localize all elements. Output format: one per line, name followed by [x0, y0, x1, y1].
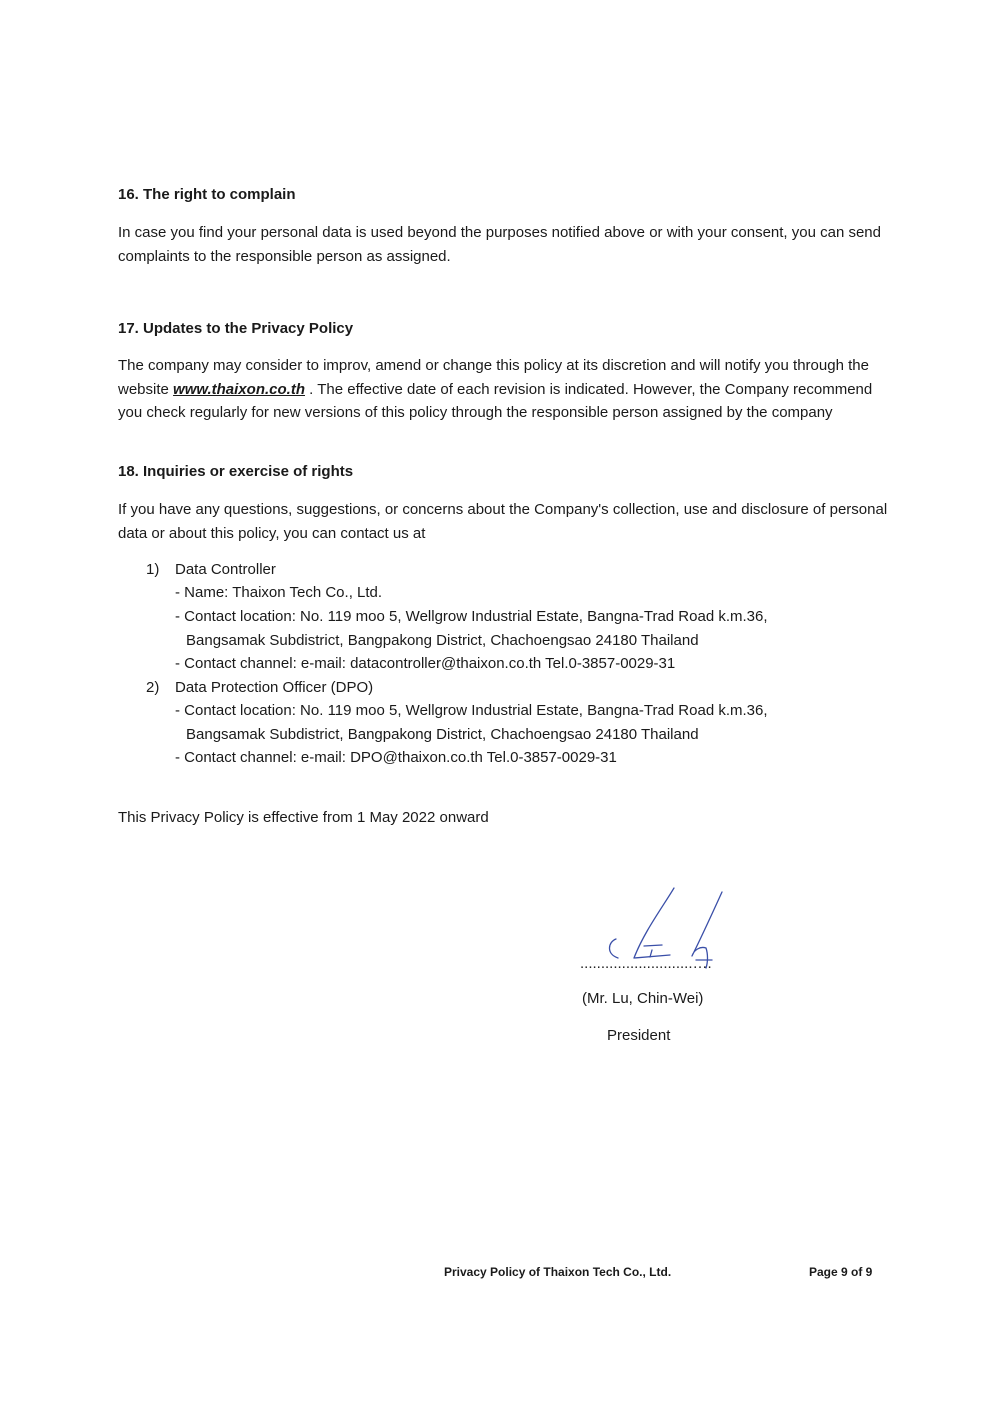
signatory-name: (Mr. Lu, Chin-Wei): [582, 990, 704, 1007]
website-link[interactable]: www.thaixon.co.th: [173, 380, 305, 398]
section-17-heading: 17. Updates to the Privacy Policy: [118, 320, 354, 337]
section-17-body-end: . The effective date of each revision is indicated. However, the Company recommend you check regularly for new versions of this policy through the responsible person assigned by the company: [118, 380, 873, 421]
dpo-location-cont: Bangsamak Subdistrict, Bangpakong District, Chachoengsao 24180 Thailand: [186, 726, 699, 743]
section-18-heading: 18. Inquiries or exercise of rights: [118, 463, 354, 480]
effective-date-statement: This Privacy Policy is effective from 1 May 2022 onward: [118, 809, 489, 826]
signature-line: ...........................….: [580, 955, 712, 972]
list-number: 2): [146, 679, 160, 696]
section-17-body: [118, 354, 888, 425]
section-16-heading: 16. The right to complain: [118, 186, 296, 203]
data-controller-location: - Contact location: No. 119 moo 5, Wellgrow Industrial Estate, Bangna-Trad Road k.m.36,: [175, 608, 768, 625]
signatory-title: President: [607, 1027, 671, 1044]
section-18-body: If you have any questions, suggestions, or concerns about the Company's collection, use and disclosure of personal data or about this policy, you can contact us at: [118, 501, 888, 542]
footer-document-title: Privacy Policy of Thaixon Tech Co., Ltd.: [444, 1265, 672, 1279]
section-16-body: In case you find your personal data is used beyond the purposes notified above or with your consent, you can send complaints to the responsible person as assigned.: [118, 224, 881, 265]
section-17-body-start: The company may consider to improv, amend or change this policy at its discretion and will notify you through the website: [118, 357, 869, 398]
list-label: Data Controller: [175, 561, 276, 578]
list-number: 1): [146, 561, 160, 578]
data-controller-name: - Name: Thaixon Tech Co., Ltd.: [175, 584, 383, 601]
data-controller-location-cont: Bangsamak Subdistrict, Bangpakong District, Chachoengsao 24180 Thailand: [186, 632, 699, 649]
footer-page-number: Page 9 of 9: [809, 1265, 873, 1279]
list-label: Data Protection Officer (DPO): [175, 679, 374, 696]
data-controller-contact-channel[interactable]: - Contact channel: e-mail: datacontroller@thaixon.co.th Tel.0-3857-0029-31: [175, 655, 676, 672]
dpo-location: - Contact location: No. 119 moo 5, Wellgrow Industrial Estate, Bangna-Trad Road k.m.36,: [175, 702, 768, 719]
dpo-contact-channel[interactable]: - Contact channel: e-mail: DPO@thaixon.co.th Tel.0-3857-0029-31: [175, 749, 617, 766]
